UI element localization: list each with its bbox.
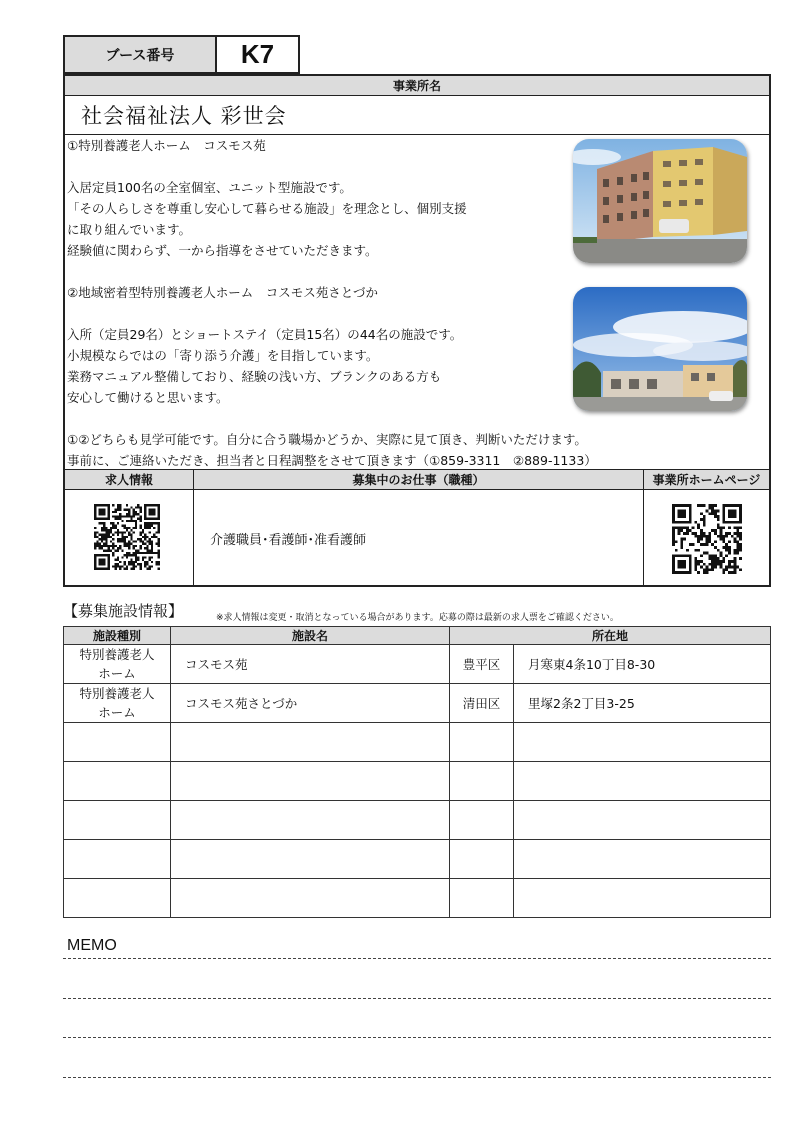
description-line: 小規模ならではの「寄り添う介護」を目指しています。 xyxy=(67,348,379,363)
building-photo-2 xyxy=(573,287,747,411)
divider xyxy=(643,470,644,585)
description-line: ①②どちらも見学可能です。自分に合う職場かどうか、実際に見て頂き、判断いただけます。 xyxy=(67,432,587,447)
memo-line xyxy=(63,1077,771,1078)
facility-photo-2 xyxy=(573,287,747,411)
description-line: 入所（定員29名）とショートステイ（定員15名）の44名の施設です。 xyxy=(67,327,463,342)
description-line: 経験値に関わらず、一から指導をさせていただきます。 xyxy=(67,243,378,258)
divider xyxy=(65,489,769,490)
description-block-1 xyxy=(67,135,467,261)
divider xyxy=(193,470,194,585)
facility-type xyxy=(64,762,171,801)
homepage-header: 事業所ホームページ xyxy=(644,470,769,489)
office-frame xyxy=(63,74,771,587)
booth-box xyxy=(63,35,300,74)
facility-address xyxy=(514,840,771,879)
facility-address: 月寒東4条10丁目8-30 xyxy=(514,645,771,684)
facility-name xyxy=(171,762,450,801)
description-line: に取り組んでいます。 xyxy=(67,222,192,237)
table-row xyxy=(64,723,771,762)
memo-line xyxy=(63,958,771,959)
facility-type xyxy=(64,801,171,840)
facility-name xyxy=(171,879,450,918)
facility-address xyxy=(514,762,771,801)
facility-ward xyxy=(450,879,514,918)
facility-section-title: 【募集施設情報】 xyxy=(63,602,184,620)
description-block-3 xyxy=(67,429,597,471)
column-header-type: 施設種別 xyxy=(64,627,171,645)
facility-address xyxy=(514,801,771,840)
table-row xyxy=(64,684,771,723)
table-row xyxy=(64,801,771,840)
column-header-name: 施設名 xyxy=(171,627,450,645)
description-line: ②地域密着型特別養護老人ホーム コスモス苑さとづか xyxy=(67,285,378,300)
table-row xyxy=(64,840,771,879)
facility-address xyxy=(514,723,771,762)
memo-label: MEMO xyxy=(67,937,117,954)
facility-name xyxy=(171,723,450,762)
facility-ward xyxy=(450,801,514,840)
facility-name: コスモス苑 xyxy=(171,645,450,684)
description-line: ①特別養護老人ホーム コスモス苑 xyxy=(67,138,266,153)
booth-label: ブース番号 xyxy=(65,37,217,72)
facility-photo-1 xyxy=(573,139,747,263)
description-line: 事前に、ご連絡いただき、担当者と日程調整をさせて頂きます（①859-3311 ②889-1133） xyxy=(67,453,597,468)
facility-table xyxy=(63,626,771,918)
description-block-2 xyxy=(67,282,462,408)
office-name: 社会福祉法人 彩世会 xyxy=(81,104,287,128)
facility-type xyxy=(64,879,171,918)
homepage-qr-code[interactable] xyxy=(672,504,742,574)
facility-type xyxy=(64,723,171,762)
positions-value: 介護職員･看護師･准看護師 xyxy=(210,533,367,548)
table-row xyxy=(64,762,771,801)
job-info-header: 求人情報 xyxy=(65,470,193,489)
facility-name xyxy=(171,840,450,879)
description-line: 入居定員100名の全室個室、ユニット型施設です。 xyxy=(67,180,352,195)
facility-name xyxy=(171,801,450,840)
memo-line xyxy=(63,1037,771,1038)
qr-code-icon xyxy=(94,504,160,570)
description-line: 「その人らしさを尊重し安心して暮らせる施設」を理念とし、個別支援 xyxy=(67,201,467,216)
memo-line xyxy=(63,998,771,999)
building-photo-1 xyxy=(573,139,747,263)
blank-line xyxy=(67,303,462,324)
table-row xyxy=(64,645,771,684)
facility-address xyxy=(514,879,771,918)
facility-address: 里塚2条2丁目3-25 xyxy=(514,684,771,723)
blank-line xyxy=(67,156,467,177)
column-header-location: 所在地 xyxy=(450,627,771,645)
facility-ward xyxy=(450,723,514,762)
facility-ward: 豊平区 xyxy=(450,645,514,684)
office-header: 事業所名 xyxy=(65,76,769,96)
description-line: 安心して働けると思います。 xyxy=(67,390,229,405)
facility-ward: 清田区 xyxy=(450,684,514,723)
qr-code-icon xyxy=(672,504,742,574)
job-info-qr-code[interactable] xyxy=(94,504,160,570)
facility-type: 特別養護老人 ホーム xyxy=(64,684,171,723)
facility-ward xyxy=(450,840,514,879)
booth-number: K7 xyxy=(240,39,275,69)
positions-header: 募集中のお仕事（職種） xyxy=(194,470,643,489)
facility-section-note: ※求人情報は変更・取消となっている場合があります。応募の際は最新の求人票をご確認ください。 xyxy=(216,613,619,623)
facility-type: 特別養護老人 ホーム xyxy=(64,645,171,684)
facility-ward xyxy=(450,762,514,801)
facility-name: コスモス苑さとづか xyxy=(171,684,450,723)
description-line: 業務マニュアル整備しており、経験の浅い方、ブランクのある方も xyxy=(67,369,442,384)
table-row xyxy=(64,879,771,918)
table-header-row xyxy=(64,627,771,645)
facility-type xyxy=(64,840,171,879)
